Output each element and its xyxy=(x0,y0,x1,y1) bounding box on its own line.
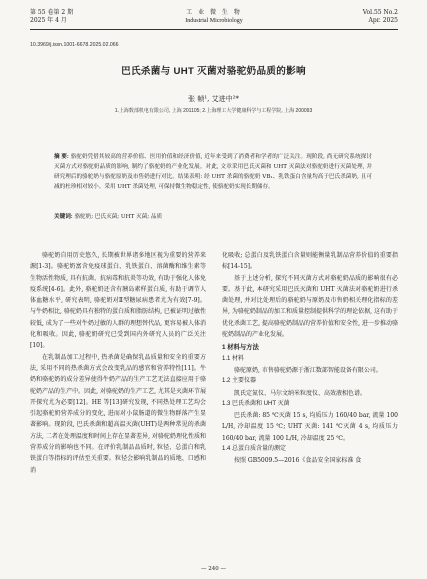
article-title: 巴氏杀菌与 UHT 灭菌对骆驼奶品质的影响 xyxy=(121,66,306,77)
keywords-label: 关键词: xyxy=(54,214,73,220)
abstract-label: 摘 要: xyxy=(54,154,69,160)
body-paragraph: 基于上述分析, 探究不同灭菌方式对骆驼奶品质的影响很有必要。基于此, 本研究采用巴氏灭菌和 UHT 灭菌法对骆驼奶进行杀菌处理, 并对比处理后的骆驼奶与原奶及市售奶相关理化指标的差异, 为骆驼奶制品的加工和质量控制提供科学的理论依据, 这有助于优化杀菌工艺, 提高骆驼奶制品的营养价值和安全性, 进一步推动骆驼奶制品的产业化发展。 xyxy=(222,274,398,339)
body-paragraph: 凯氏定氮仪、马尔文纳米粒度仪、高效液相色谱。 xyxy=(234,389,367,397)
journal-name-cn: 工 业 微 生 物 xyxy=(186,9,242,16)
body-paragraph: 化吸收; 总蛋白及乳铁蛋白含量则能衡量乳制品营养价值的重要指标[14-15]。 xyxy=(222,252,398,271)
issue-date: 2025 年 4 月 xyxy=(30,17,67,24)
body-paragraph: 骆驼奶自用历史悠久, 长期被世界诸多地区视为重要的营养来源[1-3]。骆驼奶富含免疫球蛋白、乳铁蛋白、溶菌酶和维生素等生物活性物质, 具有抗菌、抗病毒和抗炎等功效, 有助于强化人体免疫系统[4-6]。此外, 骆驼奶还含有胰岛素样蛋白质, 有助于调节人体血糖水平, 研究表明, 骆驼奶对Ⅱ型糖尿病患者尤为有效[7-9]。与牛奶相比, 骆驼奶具有独特的蛋白质和脂肪结构, 已被证明过敏性较低, 成为了一些对牛奶过敏的人群的理想替代品, 更容易被人体消化和吸收。因此, 骆驼奶研究已受到国内外研究人员的广泛关注[10]。 xyxy=(30,252,206,350)
affiliation: 1.上海数部机电有限公司, 上海 201105; 2.上海理工大学健康科学与工程学院, 上海 200093 xyxy=(114,108,313,114)
journal-header xyxy=(30,7,398,33)
page-number: — 240 — xyxy=(201,566,226,572)
subsection-heading: 1.3 巴氏杀菌和 UHT 灭菌 xyxy=(222,400,290,407)
left-column xyxy=(30,250,206,476)
doi: 10.3969/j.issn.1001-6678.2025.02.066 xyxy=(30,42,119,48)
right-column xyxy=(222,250,398,467)
volume-en: Vol.55 No.2 xyxy=(362,9,398,16)
body-paragraph: 巴氏杀菌: 85 ℃灭菌 15 s, 均质压力 160/40 bar, 流量 100 L/H, 冷却温度 15 ℃; UHT 灭菌: 141 ℃灭菌 4 s, 均质压力 160/40 bar, 流量 100 L/H, 冷却温度 25 ℃。 xyxy=(222,412,398,442)
subsection-heading: 1.2 主要仪器 xyxy=(222,378,257,385)
body-paragraph: 在乳制品加工过程中, 热杀菌是确保乳品质量和安全的重要方法, 采用不同的热杀菌方式会改变乳品的感官和营养特性[11]。牛奶和骆驼奶的成分差异使得牛奶产品的生产工艺无法直接应用于骆驼奶产品的生产中。因此, 对骆驼奶的生产工艺, 尤其是灭菌环节展开探究尤为必要[12]。HE 等[13]研究发现, 不同热处理工艺均会引起骆驼奶营养成分的变化, 进而对小鼠肠道的微生物群落产生显著影响。现阶段, 巴氏杀菌和超高温灭菌(UHT)是两种常见的杀菌方法, 二者在处理温度和时间上存在显著差异, 对骆驼奶理化性质和营养成分的影响也不同。在评价乳制品品质时, 粒径、总蛋白和乳铁蛋白等指标的评估至关重要。粒径会影响乳制品的质地、口感和消 xyxy=(30,353,206,474)
journal-name xyxy=(30,9,398,25)
section-heading: 1 材料与方法 xyxy=(222,344,259,352)
issue-volume: 第 55 卷第 2 期 xyxy=(30,9,74,16)
journal-name-en: Industrial Microbiology xyxy=(185,18,243,24)
subsection-heading: 1.4 总蛋白质含量的测定 xyxy=(222,446,287,453)
body-paragraph: 骆驼原奶, 市售骆驼奶源于浙江数部智能设备有限公司。 xyxy=(234,366,382,374)
abstract-text: 骆驼奶凭借其较高的营养价值、医用价值和经济价值, 近年来受到了消费者和学者的广泛关注。现阶段, 尚无研究系统探讨灭菌方式对骆驼奶品质的影响, 制约了骆驼奶的产业化发展。对此, 文章采用巴氏灭菌和 UHT 灭菌法对骆驼奶进行灭菌处理, 并研究理后的骆驼奶与骆驼原奶及市售奶进行对比。结果表明: 经 UHT 杀菌的骆驼奶 VB₁、乳铁蛋白含量均高于巴氏杀菌奶, 且可减的杜珍相对较小。采用 UHT 杀菌处理, 可保持微生物稳定性, 使骆驼奶实现长期储存。 xyxy=(54,154,372,190)
body-paragraph: 按照 GB5009.5—2016《食品安全国家标准 食 xyxy=(234,457,362,465)
header-divider xyxy=(30,29,398,30)
keywords-text: 骆驼奶; 巴氏灭菌; UHT 灭菌; 品质 xyxy=(74,214,163,220)
abstract xyxy=(54,152,372,192)
authors: 张 帧¹, 艾进中²* xyxy=(188,95,239,103)
keywords xyxy=(54,213,372,222)
date-en: Apr. 2025 xyxy=(368,17,398,24)
issue-info-en xyxy=(363,9,398,25)
subsection-heading: 1.1 材料 xyxy=(222,355,245,362)
